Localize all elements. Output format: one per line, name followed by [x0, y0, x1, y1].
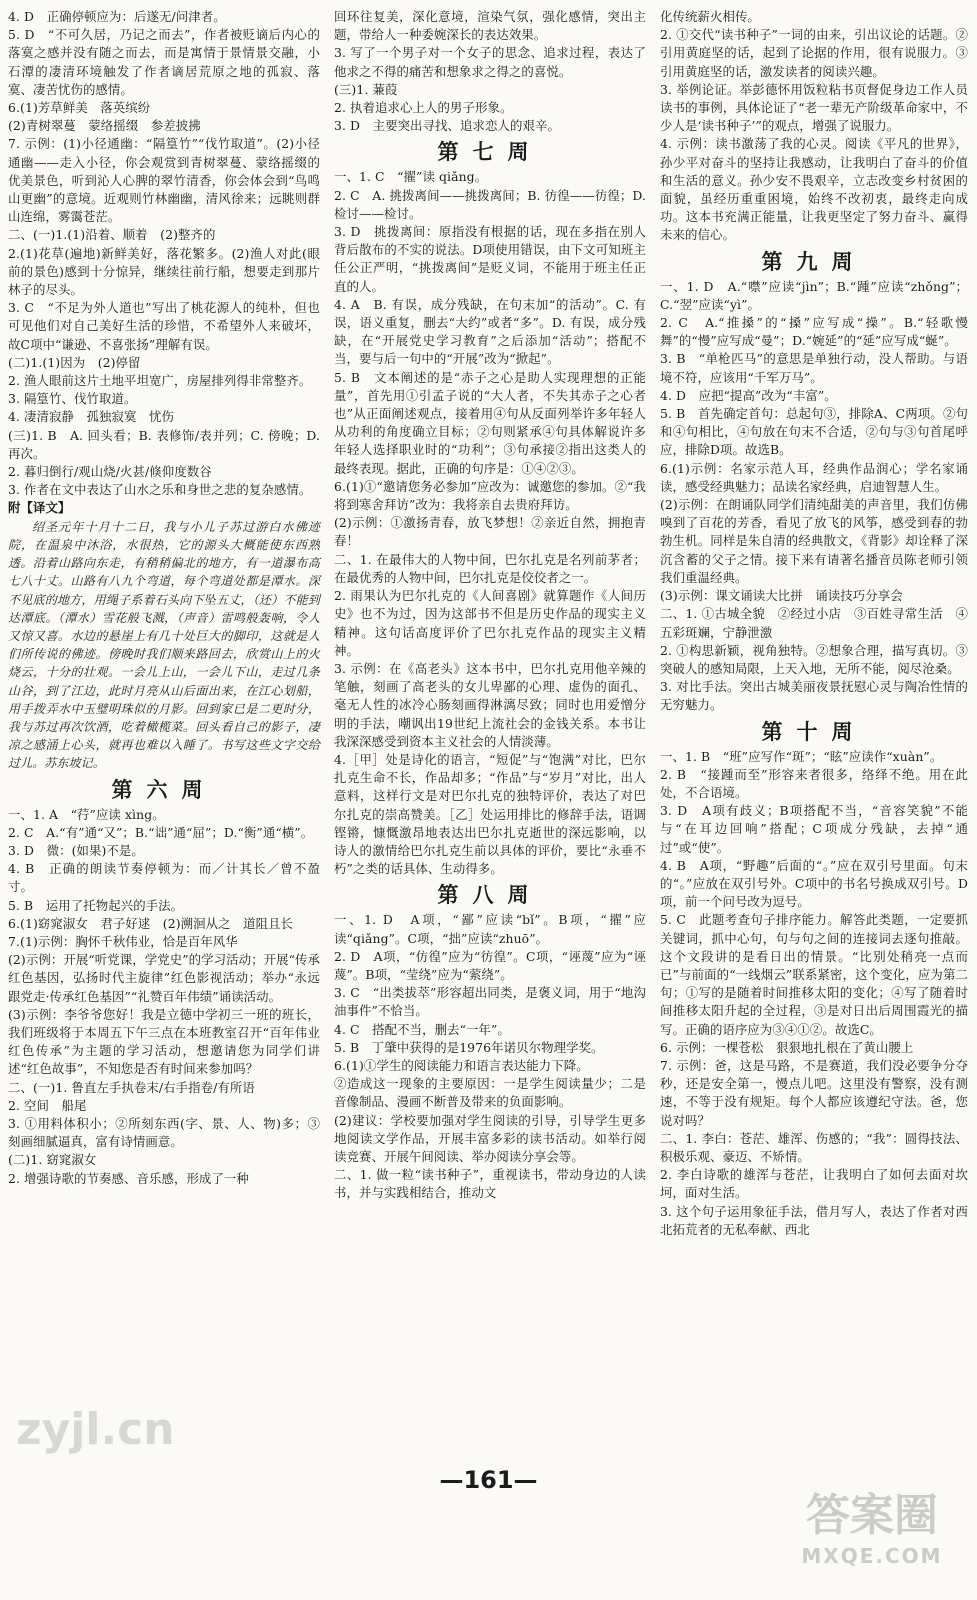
- answer-line: 4.［甲］处是诗化的语言，“短促”与“饱满”对比，巴尔扎克生命不长，作品却多；“作品”与“岁月”对比，出人意料，这样行文是对巴尔扎克的独特评价，表达了对巴尔扎克的崇高赞美。［乙］处运用排比的修辞手法，语调铿锵，慷慨激昂地表达出巴尔扎克逝世的深远影响，以诗人的激情给巴尔扎克生前以具体的评价，要比“永垂不朽”之类的话具体、生动得多。: [334, 751, 646, 877]
- answer-line: 2. C A.“有”通“又”；B.“诎”通“屈”；D.“衡”通“横”。: [8, 824, 314, 840]
- answer-line: 3. D A项有歧义；B项搭配不当，“音容笑貌”不能与“在耳边回响”搭配；C项成分残缺，去掉“通过”或“使”。: [660, 803, 968, 855]
- answer-line: 一、1. D A.“噤”应读“jìn”；B.“踵”应读“zhǒng”；C.“翌”应读“yì”。: [660, 278, 968, 312]
- answer-line: 2. ①交代“读书种子”一词的由来，引出议论的话题。②引用黄庭坚的话，起到了论据的作用，很有说服力。③引用黄庭坚的话，激发读者的阅读兴趣。: [660, 27, 968, 79]
- answer-line: 4. D 正确停顿应为：后遂无/问津者。: [8, 9, 226, 24]
- answer-line: 二、1. 李白：苍茫、雄浑、伤感的；“我”：圆得技法、积极乐观、豪迈、不矫情。: [660, 1130, 968, 1164]
- answers-week-8: [334, 911, 646, 1202]
- answer-line: (2)示例：开展“听党课，学党史”的学习活动；开展“传承红色基因，弘扬时代主旋律”红色影视活动；举办“永远跟党走·传承红色基因”“礼赞百年伟绩”诵读活动。: [8, 952, 320, 1004]
- answer-line: 2. 雨果认为巴尔扎克的《人间喜剧》就算题作《人间历史》也不为过，因为这部书不但是历史作品的现实主义精神。这句话高度评价了巴尔扎克作品的现实主义精神。: [334, 588, 646, 658]
- answer-line: 2. 渔人眼前这片土地平坦宽广，房屋排列得非常整齐。: [8, 373, 312, 389]
- answers-continued-right: [660, 8, 968, 245]
- answer-line: (3)示例：李爷爷您好！我是立德中学初三一班的班长，我们班级将于本周五下午三点在本班教室召开“百年伟业红色传承”为主题的学习活动，想邀请您为同学们讲述“红色故事”，不知您是否有时间来参加吗？: [8, 1006, 320, 1077]
- translation-heading: 附【译文】: [8, 500, 71, 516]
- answers-continued: [334, 8, 646, 135]
- answer-line: 回环往复美，深化意境，渲染气氛，强化感情，突出主题，带给人一种委婉深长的表达效果。: [334, 9, 646, 43]
- watermark-stamp-url: MXQE.COM: [801, 1544, 943, 1568]
- watermark-logo: zyjl.cn: [16, 1404, 175, 1455]
- answer-line: (二)1. 窈窕淑女: [8, 1152, 97, 1168]
- answer-line: 3. ①用料体积小；②所刻东西(字、景、人、物)多；③刻画细腻逼真，富有诗情画意。: [8, 1115, 320, 1150]
- answer-line: 2. C A.“推搡”的“搡”应写成“操”。B.“轻歌慢舞”的“慢”应写成“曼”；D.“婉延”的“延”应写成“蜒”。: [660, 315, 968, 349]
- answer-line: 4. D 应把“提高”改为“丰富”。: [660, 387, 837, 403]
- answer-line: 2. 空间 船尾: [8, 1097, 87, 1113]
- answer-line: 2. 增强诗歌的节奏感、音乐感，形成了一种: [8, 1170, 249, 1186]
- answer-line: 2. ①构思新颖，视角独特。②想象合理，描写真切。③突破人的感知局限，上天入地，无所不能，阅尽沧桑。: [660, 642, 968, 676]
- column-right: [660, 8, 968, 1239]
- answer-line: 4. A B. 有误，成分残缺，在句末加“的活动”。C. 有误，语义重复，删去“大约”或者“多”。D. 有误，成分残缺，在“开展党史学习教育”之后添加“活动”；搭配不当，要与后一句中的“开展”改为“掀起”。: [334, 296, 646, 367]
- answer-line: 化传统薪火相传。: [660, 9, 760, 24]
- answer-line: 二、(一)1.(1)沿着、顺着 (2)整齐的: [8, 227, 216, 243]
- answer-line: 5. B 运用了托物起兴的手法。: [8, 897, 184, 913]
- answer-line: 3. 隔篁竹、伐竹取道。: [8, 391, 137, 407]
- answer-line: 4. C 搭配不当，删去“一年”。: [334, 1021, 510, 1037]
- answer-line: (2)示例：①激扬青春，放飞梦想！②亲近自然，拥抱青春！: [334, 515, 646, 549]
- column-left: [8, 8, 320, 1188]
- answer-line: (三)1. 蒹葭: [334, 81, 398, 97]
- answer-line: 2. D A项，“仿徨”应为“彷徨”。C项，“诬蔑”应为“诬蔑”。B项，“莹绕”应为“萦绕”。: [334, 948, 646, 982]
- answer-line: 3. D 主要突出寻找、追求恋人的艰辛。: [334, 118, 560, 134]
- answer-line: 3. 这个句子运用象征手法，借月写人，表达了作者对西北拓荒者的无私奉献、西北: [660, 1203, 968, 1237]
- watermark-stamp-title: 答案圈: [806, 1490, 938, 1541]
- answer-line: 6.(1)①学生的阅读能力和语言表达能力下降。: [334, 1057, 589, 1073]
- answer-line: 5. B 丁肇中获得的是1976年诺贝尔物理学奖。: [334, 1039, 604, 1055]
- answers-block-1: [8, 8, 320, 499]
- answer-line: 4. B A项，“野趣”后面的“。”应在双引号里面。句末的“。”应放在双引号外。C项中的书名号换成双引号。D项，前一个问号改为逗号。: [660, 857, 968, 910]
- answer-line: 3. 举例论证。举彭德怀用饭粒粘书页督促身边工作人员读书的事例，具体论证了“老一辈无产阶级革命家中，不少人是‘读书种子’”的观点，增强了说服力。: [660, 81, 968, 134]
- answer-line: 2. 李白诗歌的雄浑与苍茫，让我明白了如何去面对坎坷，面对生活。: [660, 1167, 968, 1201]
- answer-line: 5. B 首先确定首句：总起句③，排除A、C两项。②句和④句相比，④句放在句末不合适，②句与③句首尾呼应，排除D项。故选B。: [660, 406, 968, 458]
- week-9-heading: 第九周: [761, 249, 867, 274]
- answer-line: 3. D 微：(如果)不是。: [8, 842, 144, 858]
- answer-line: 3. C “出类拔萃”形容超出同类，是褒义词，用于“地沟油事件”不恰当。: [334, 985, 646, 1019]
- answer-line: 3. B “单枪匹马”的意思是单独行动，没人帮助。与语境不符，应该用“千军万马”。: [660, 351, 968, 385]
- answer-line: 二、1. 做一粒“读书种子”，重视读书，带动身边的人读书，并与实践相结合，推动文: [334, 1167, 646, 1201]
- column-middle: [334, 8, 646, 1203]
- translation-text: 绍圣元年十月十二日，我与小儿子苏过游白水佛迹院，在温泉中沐浴，水很热，它的源头大概能使东西熟透。沿着山路向东走，有稍稍偏北的地方，有一道瀑布高七八十丈。山路有八九个弯道，每个弯道处都是潭水。深不见底的地方，用绳子系着石头向下坠五丈，（还）不能到达潭底。（潭水）雪花般飞溅，（声音）雷鸣般轰响，令人又惊又喜。水边的悬崖上有几十处巨大的脚印，这就是人们所传说的佛迹。傍晚时我们顺来路回去，欣赏山上的火烧云，十分的壮观。一会儿上山，一会儿下山，走过几条山谷，到了江边，此时月亮从山后面出来，在江心划船，用手拨弄水中玉璧明珠似的月影。回到家已是二更时分，我与苏过再次饮酒，吃着橄榄菜。回头看自己的影子，凄凉之感涌上心头，就再也难以入睡了。书写这些文字交给过儿。苏东坡记。: [8, 519, 320, 771]
- answer-line: 3. D 挑拨离间：原指没有根据的话，现在多指在别人背后散布的不实的说法。D项使用错误，由下文可知班主任公正严明，“挑拨离间”是贬义词，不能用于班主任正直的人。: [334, 224, 646, 294]
- week-7-heading: 第七周: [437, 140, 543, 165]
- answer-line: 一、1. D A项，“鄙”应读“bǐ”。B项，“擢”应读“qiǎng”。C项，“拙”应读“zhuō”。: [334, 912, 646, 946]
- answers-week-10: [660, 748, 968, 1239]
- answer-line: (3)示例：课文诵读大比拼 诵读技巧分享会: [660, 588, 903, 604]
- answer-line: (2)青树翠蔓 蒙络摇缀 参差披拂: [8, 118, 201, 134]
- answer-line: 一、1. B “班”应写作“斑”；“眩”应读作“xuàn”。: [660, 748, 943, 764]
- answer-line: 7. 示例：(1)小径通幽：“隔篁竹”“伐竹取道”。(2)小径通幽——走入小径，你会观赏到青树翠蔓、蒙络摇缀的优美景色，听到沁人心脾的翠竹清香，你会体会到“鸟鸣山更幽”的意境。近观则竹林幽幽，清风徐来；远眺则群山连绵，雾霭苍茫。: [8, 136, 320, 225]
- answer-line: 7. 示例：爸，这是马路，不是赛道，我们没必要争分夺秒，还是安全第一，慢点儿吧。这里没有警察，没有测速，不等于没有规矩。每个人都应该遵纪守法。爸，您说对吗？: [660, 1057, 968, 1128]
- answer-line: 二、1. ①古城全貌 ②经过小店 ③百姓寻常生活 ④五彩斑斓，宁静泄激: [660, 606, 968, 640]
- answer-line: (2)示例：在朗诵队同学们清纯甜美的声音里，我们仿佛嗅到了百花的芳香，看见了放飞的风筝，感受到春的勃勃生机。同样是朱自清的经典散文，《背影》却诠释了深沉含蓄的父子之情。接下来有请著名播音员陈老师引领我们重温经典。: [660, 497, 968, 585]
- answers-week-6: [8, 806, 320, 1188]
- answer-line: 6.(1)示例：名家示范人耳，经典作品润心；学名家诵读，感受经典魅力；品读名家经典，启迪智慧人生。: [660, 460, 968, 494]
- answer-line: 2.(1)花草(遍地)新鲜美好，落花繁多。(2)渔人对此(眼前的景色)感到十分惊异，继续往前行船，想要走到那片林子的尽头。: [8, 245, 320, 298]
- answer-line: 一、1. A “荇”应读 xìng。: [8, 806, 165, 822]
- watermark-stamp: [784, 1488, 960, 1592]
- answer-line: 3. 对比手法。突出古城美丽夜景抚慰心灵与陶冶性情的无穷魅力。: [660, 679, 968, 713]
- answer-line: 2. C A. 挑拨离间——挑拨离间；B. 彷徨——彷徨；D. 检讨——检讨。: [334, 187, 646, 221]
- answer-line: 2. 暮归倒行/观山烧/火甚/倏仰度数谷: [8, 464, 212, 480]
- answers-week-9: [660, 278, 968, 715]
- answer-line: 2. B “接踵而至”形容来者很多，络绎不绝。用在此处，不合语境。: [660, 766, 968, 800]
- week-10-heading: 第十周: [761, 719, 867, 744]
- answer-line: 7.(1)示例：胸怀千秋伟业，恰是百年风华: [8, 933, 238, 949]
- answer-line: 二、1. 在最伟大的人物中间，巴尔扎克是名列前茅者；在最优秀的人物中间，巴尔扎克是佼佼者之一。: [334, 551, 646, 585]
- answer-line: 一、1. C “擢”读 qiǎng。: [334, 169, 488, 185]
- answer-line: 6.(1)①“邀请您务必参加”应改为：诚邀您的参加。②“我将到寒舍拜访”改为：我将亲自去贵府拜访。: [334, 478, 646, 513]
- answer-line: 5. C 此题考查句子排序能力。解答此类题，一定要抓关键词，抓中心句，句与句之间的连接词去逐句推敲。这个文段讲的是看日出的情景。“比别处稍亮一点而已”与前面的“一线烟云”联系紧密，这个变化，应为第二句；①写的是随着时间推移太阳的变化；④写了随着时间推移太阳升起的全过程，③是对日出后周围霞光的描写。正确的语序应为③④①②。故选C。: [660, 912, 968, 1037]
- answer-line: 4. B 正确的朗读节奏停顿为：而／计其长／曾不盈寸。: [8, 861, 320, 895]
- answer-line: (三)1. B A. 回头看；B. 表修饰/表并列；C. 傍晚；D. 再次。: [8, 427, 320, 461]
- answer-line: 3. 示例：在《高老头》这本书中，巴尔扎克用他辛辣的笔触，刻画了高老头的女儿卑鄙的心理、虚伪的面孔、毫无人性的冰冷心肠刻画得淋漓尽致；同时也用爱憎分明的手法，嘲讽出19世纪上流社会的金钱关系。本书让我深深感受到资本主义社会的人情淡薄。: [334, 660, 646, 749]
- answer-line: 5. B 文本阐述的是“赤子之心是助人实现理想的正能量”，首先用①引孟子说的“大人者，不失其赤子之心者也”从正面阐述观点，接着用④句从反面列举许多年轻人从功利的角度确立目标；②句则紧承④句具体解说许多年轻人选择职业时的“功利”；③句承接②指出这类人的最终表现。据此，正确的句序是：①④②③。: [334, 369, 646, 476]
- answer-line: 3. 写了一个男子对一个女子的思念、追求过程，表达了他求之不得的痛苦和想象求之得之的喜悦。: [334, 45, 646, 79]
- answer-line: (2)建议：学校要加强对学生阅读的引导，引导学生更多地阅读文学作品，开展丰富多彩的读书活动。如举行阅读竞赛、开展午间阅读、举办阅读分享会等。: [334, 1112, 646, 1164]
- answer-line: 6.(1)芳草鲜美 落英缤纷: [8, 100, 151, 116]
- answer-line: 3. C “不足为外人道也”写出了桃花源人的纯朴，但也可见他们对自己美好生活的珍惜，不希望外人来破坏，故C项中“谦逊、不喜张扬”理解有误。: [8, 300, 320, 352]
- answer-line: 2. 执着追求心上人的男子形象。: [334, 100, 513, 116]
- answer-line: 4. 凄清寂静 孤独寂寞 忧伤: [8, 409, 174, 425]
- answer-line: 6.(1)窈窕淑女 君子好逑 (2)溯洄从之 道阻且长: [8, 915, 294, 931]
- answer-line: (二)1.(1)因为 (2)停留: [8, 354, 141, 370]
- answer-line: 3. 作者在文中表达了山水之乐和身世之悲的复杂感情。: [8, 482, 312, 498]
- week-8-heading: 第八周: [437, 883, 543, 908]
- page-number: —161—: [439, 1466, 538, 1494]
- answer-line: 5. D “不可久居，乃记之而去”，作者被贬谪后内心的落寞之感并没有随之而去，而是寓情于景情景交融，小石潭的凄清环境触发了作者谪居荒原之地的孤寂、落寞、凄苦忧伤的感情。: [8, 27, 320, 97]
- answer-line: ②造成这一现象的主要原因：一是学生阅读量少；二是音像制品、漫画不断普及带来的负面影响。: [334, 1076, 646, 1110]
- answer-line: 二、(一)1. 鲁直左手执卷末/右手指卷/有所语: [8, 1079, 255, 1095]
- answers-week-7: [334, 168, 646, 878]
- week-6-heading: 第六周: [111, 777, 217, 802]
- answer-line: 4. 示例：读书激荡了我的心灵。阅读《平凡的世界》，孙少平对奋斗的坚持让我感动，让我明白了奋斗的价值和生活的意义。孙少安不畏艰辛，立志改变乡村贫困的面貌，虽经历重重困境，始终不改初衷，最终走向成功。这本书充满正能量，让我更坚定了努力奋斗、赢得未来的信心。: [660, 136, 968, 243]
- answer-line: 6. 示例：一棵苍松 狠狠地扎根在了黄山腰上: [660, 1039, 914, 1055]
